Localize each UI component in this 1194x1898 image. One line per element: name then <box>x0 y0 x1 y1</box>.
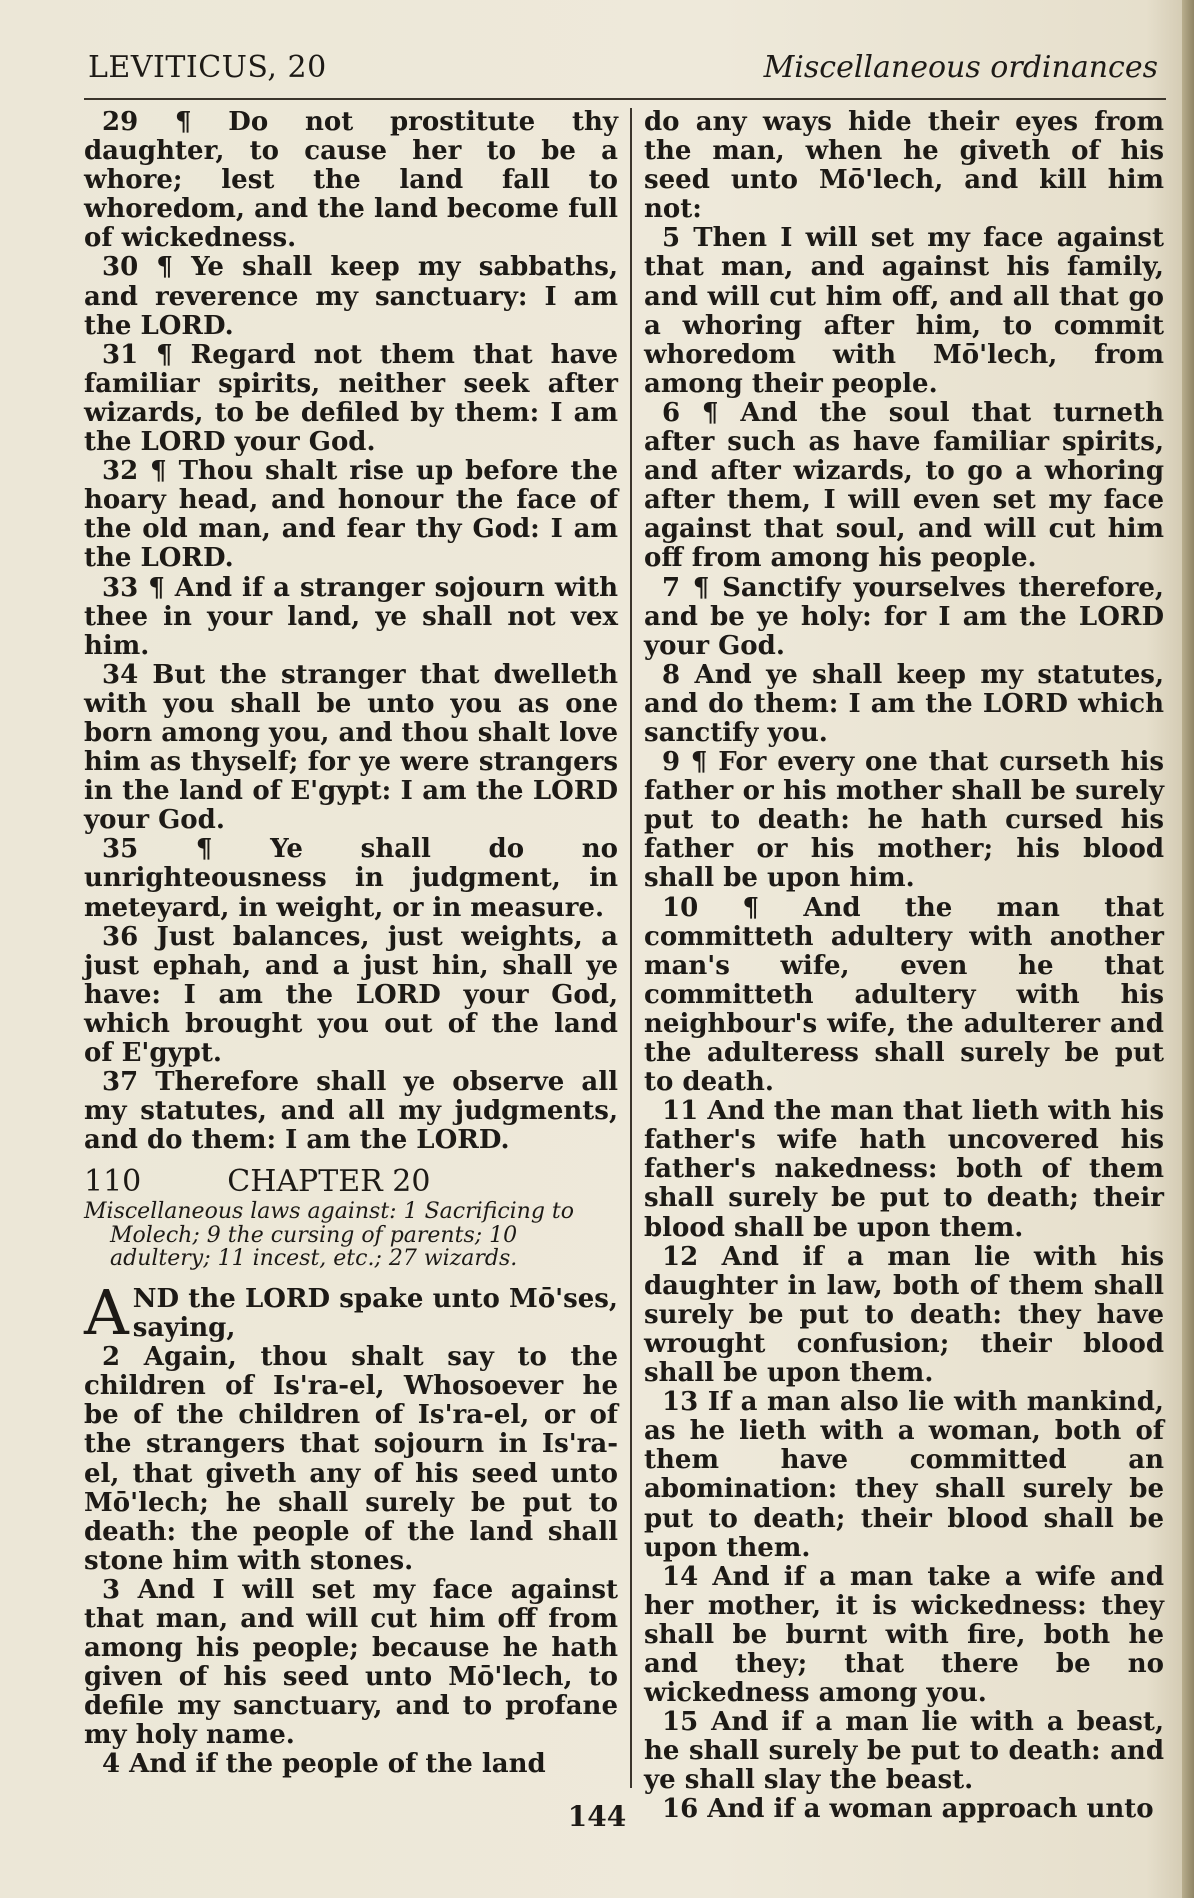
right-column <box>644 108 1164 1825</box>
verse-29: 29 ¶ Do not prostitute thy daughter, to cause her to be a whore; lest the land fall to whoredom, and the land become full of wickedness. <box>84 107 618 254</box>
verse-31: 31 ¶ Regard not them that have familiar spirits, neither seek after wizards, to be defiled by them: I am the LORD your God. <box>84 339 618 458</box>
verse-9: 9 ¶ For every one that curseth his father or his mother shall be surely put to death: he hath cursed his father or his mother; his blood shall be upon him. <box>644 747 1164 894</box>
verse-10: 10 ¶ And the man that committeth adultery with another man's wife, even he that committeth adultery with his neighbour's wife, the adulterer and the adulteress shall surely be put to death. <box>644 892 1164 1098</box>
verse-5: 5 Then I will set my face against that man, and against his family, and will cut him off, and all that go a whoring after him, to commit whoredom with Mō'lech, from among their people. <box>644 223 1164 399</box>
verse-33: 33 ¶ And if a stranger sojourn with thee in your land, ye shall not vex him. <box>84 572 618 661</box>
verse-16-start: 16 And if a woman approach unto <box>662 1794 1154 1825</box>
verse-34: 34 But the stranger that dwelleth with you shall be unto you as one born among you, and thou shalt love him as thyself; for ye were strangers in the land of E'gypt: I am the LORD your God. <box>84 659 618 836</box>
verse-35: 35 ¶ Ye shall do no unrighteousness in judgment, in meteyard, in weight, or in measure. <box>84 834 618 923</box>
verse-1-text: ND the LORD spake unto Mō'ses, saying, <box>132 1283 618 1344</box>
header-rule <box>84 98 1166 100</box>
verse-7: 7 ¶ Sanctify yourselves therefore, and be ye holy: for I am the LORD your God. <box>644 572 1164 661</box>
verse-8: 8 And ye shall keep my statutes, and do them: I am the LORD which sanctify you. <box>644 659 1164 748</box>
column-divider <box>630 108 632 1788</box>
page-edge <box>1182 0 1194 1898</box>
left-column <box>84 108 618 1780</box>
verse-2: 2 Again, thou shalt say to the children of Is'ra-el, Whosoever he be of the children of Is'ra-el, or of the strangers that sojourn in Is'ra-el, that giveth any of his seed unto Mō'lech; he shall surely be put to death: the people of the land shall stone him with stones. <box>84 1342 618 1576</box>
verse-13: 13 If a man also lie with mankind, as he lieth with a woman, both of them have committed an abomination: they shall surely be put to death; their blood shall be upon them. <box>644 1387 1164 1563</box>
verse-4-end: do any ways hide their eyes from the man, when he giveth of his seed unto Mō'lech, and kill him not: <box>644 107 1164 225</box>
running-header <box>88 50 1158 96</box>
verse-15: 15 And if a man lie with a beast, he shall surely be put to death: and ye shall slay the beast. <box>644 1707 1164 1796</box>
chapter-reference-number: 110 <box>84 1164 142 1200</box>
book-chapter-heading: LEVITICUS, 20 <box>88 50 327 85</box>
verse-6: 6 ¶ And the soul that turneth after such as have familiar spirits, and after wizards, to go a whoring after them, I will even set my face against that soul, and will cut him off from among his people. <box>644 397 1164 574</box>
section-heading: Miscellaneous ordinances <box>763 50 1158 85</box>
verse-37: 37 Therefore shall ye observe all my statutes, and all my judgments, and do them: I am the LORD. <box>84 1067 618 1156</box>
verse-11: 11 And the man that lieth with his father's wife hath uncovered his father's nakedness: both of them shall surely be put to death; their blood shall be upon them. <box>644 1096 1164 1243</box>
chapter-title: CHAPTER 20 <box>227 1164 431 1200</box>
verse-36: 36 Just balances, just weights, a just ephah, and a just hin, shall ye have: I am the LORD your God, which brought you out of the land of E'gypt. <box>84 921 618 1068</box>
page-number: 144 <box>567 1800 627 1833</box>
verse-12: 12 And if a man lie with his daughter in law, both of them shall surely be put to death: they have wrought confusion; their blood shall be upon them. <box>644 1241 1164 1389</box>
chapter-heading <box>84 1164 618 1200</box>
verse-32: 32 ¶ Thou shalt rise up before the hoary head, and honour the face of the old man, and fear thy God: I am the LORD. <box>84 456 618 574</box>
chapter-summary: Miscellaneous laws against: 1 Sacrificing to Molech; 9 the cursing of parents; 10 adultery; 11 incest, etc.; 27 wizards. <box>84 1199 575 1272</box>
verse-1 <box>84 1275 618 1349</box>
verse-4-start: 4 And if the people of the land <box>102 1749 546 1780</box>
verse-30: 30 ¶ Ye shall keep my sabbaths, and reverence my sanctuary: I am the LORD. <box>84 252 618 341</box>
verse-3: 3 And I will set my face against that man, and will cut him off from among his people; because he hath given of his seed unto Mō'lech, to defile my sanctuary, and to profane my holy name. <box>84 1574 618 1751</box>
drop-cap: A <box>84 1275 129 1349</box>
verse-14: 14 And if a man take a wife and her mother, it is wickedness: they shall be burnt with fire, both he and they; that there be no wickedness among you. <box>644 1561 1164 1709</box>
